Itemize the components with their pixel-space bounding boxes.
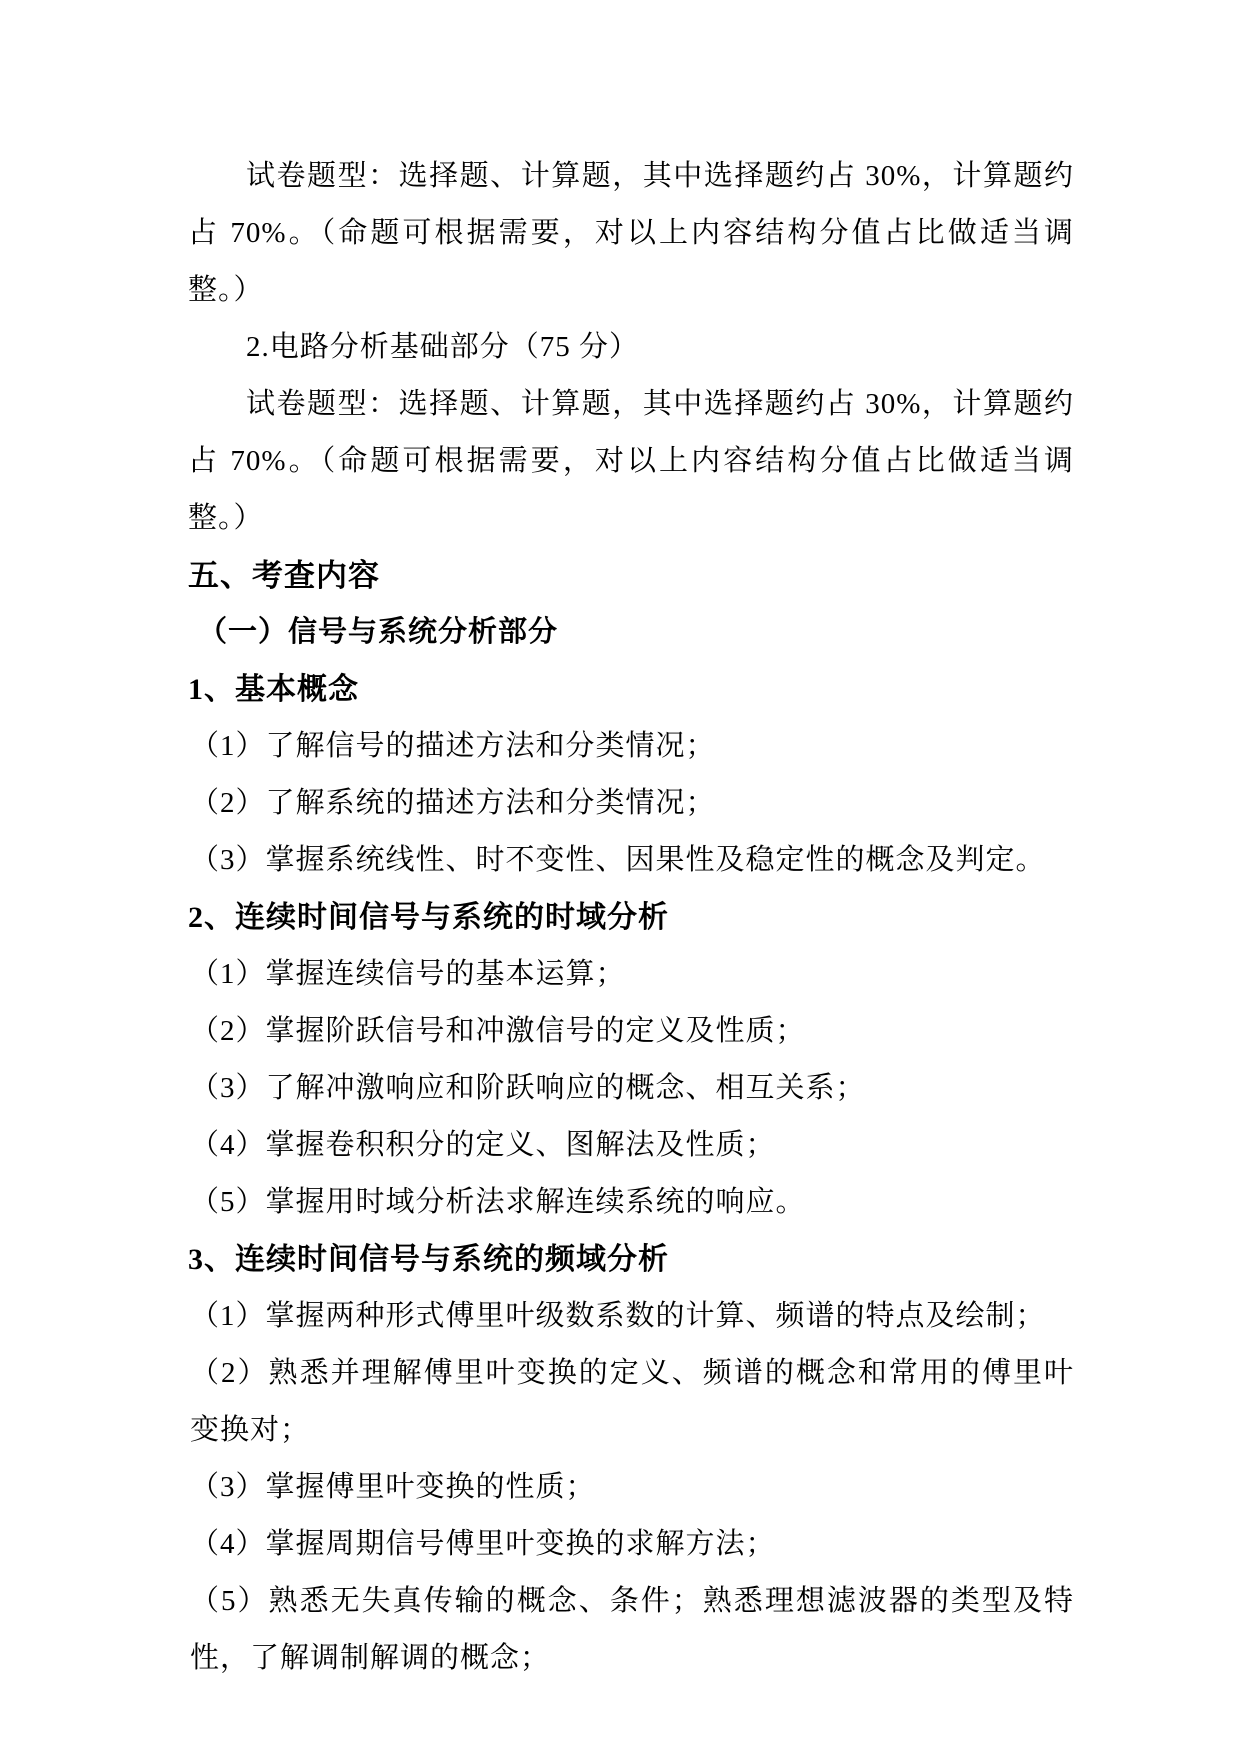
item-basic-concepts-1: （1）了解信号的描述方法和分类情况； [190, 730, 716, 762]
item-frequency-domain-4: （4）掌握周期信号傅里叶变换的求解方法； [190, 1528, 776, 1560]
paragraph-exam-question-types-2: 试卷题型：选择题、计算题，其中选择题约占 30%，计算题约占 70%。（命题可根据需要，对以上内容结构分值占比做适当调整。） [188, 388, 1074, 534]
heading-2-time-domain-analysis: 2、连续时间信号与系统的时域分析 [188, 901, 669, 934]
paragraph-circuit-analysis-part: 2.电路分析基础部分（75 分） [246, 331, 640, 363]
heading-1-basic-concepts: 1、基本概念 [188, 673, 359, 706]
item-frequency-domain-5: （5）熟悉无失真传输的概念、条件；熟悉理想滤波器的类型及特性，了解调制解调的概念； [190, 1585, 1074, 1674]
item-time-domain-3: （3）了解冲激响应和阶跃响应的概念、相互关系； [190, 1072, 866, 1104]
item-frequency-domain-3: （3）掌握傅里叶变换的性质； [190, 1471, 596, 1503]
paragraph-exam-question-types-1: 试卷题型：选择题、计算题，其中选择题约占 30%，计算题约占 70%。（命题可根据需要，对以上内容结构分值占比做适当调整。） [188, 160, 1074, 306]
item-time-domain-1: （1）掌握连续信号的基本运算； [190, 958, 626, 990]
item-basic-concepts-3: （3）掌握系统线性、时不变性、因果性及稳定性的概念及判定。 [190, 844, 1046, 876]
item-time-domain-2: （2）掌握阶跃信号和冲激信号的定义及性质； [190, 1015, 806, 1047]
item-frequency-domain-2: （2）熟悉并理解傅里叶变换的定义、频谱的概念和常用的傅里叶变换对； [190, 1357, 1074, 1446]
heading-part-1-signals-and-systems: （一）信号与系统分析部分 [198, 616, 559, 648]
item-frequency-domain-1: （1）掌握两种形式傅里叶级数系数的计算、频谱的特点及绘制； [190, 1300, 1046, 1332]
item-time-domain-5: （5）掌握用时域分析法求解连续系统的响应。 [190, 1186, 806, 1218]
heading-3-frequency-domain-analysis: 3、连续时间信号与系统的频域分析 [188, 1243, 669, 1276]
heading-section-5-exam-content: 五、考查内容 [188, 558, 380, 593]
item-basic-concepts-2: （2）了解系统的描述方法和分类情况； [190, 787, 716, 819]
item-time-domain-4: （4）掌握卷积积分的定义、图解法及性质； [190, 1129, 776, 1161]
